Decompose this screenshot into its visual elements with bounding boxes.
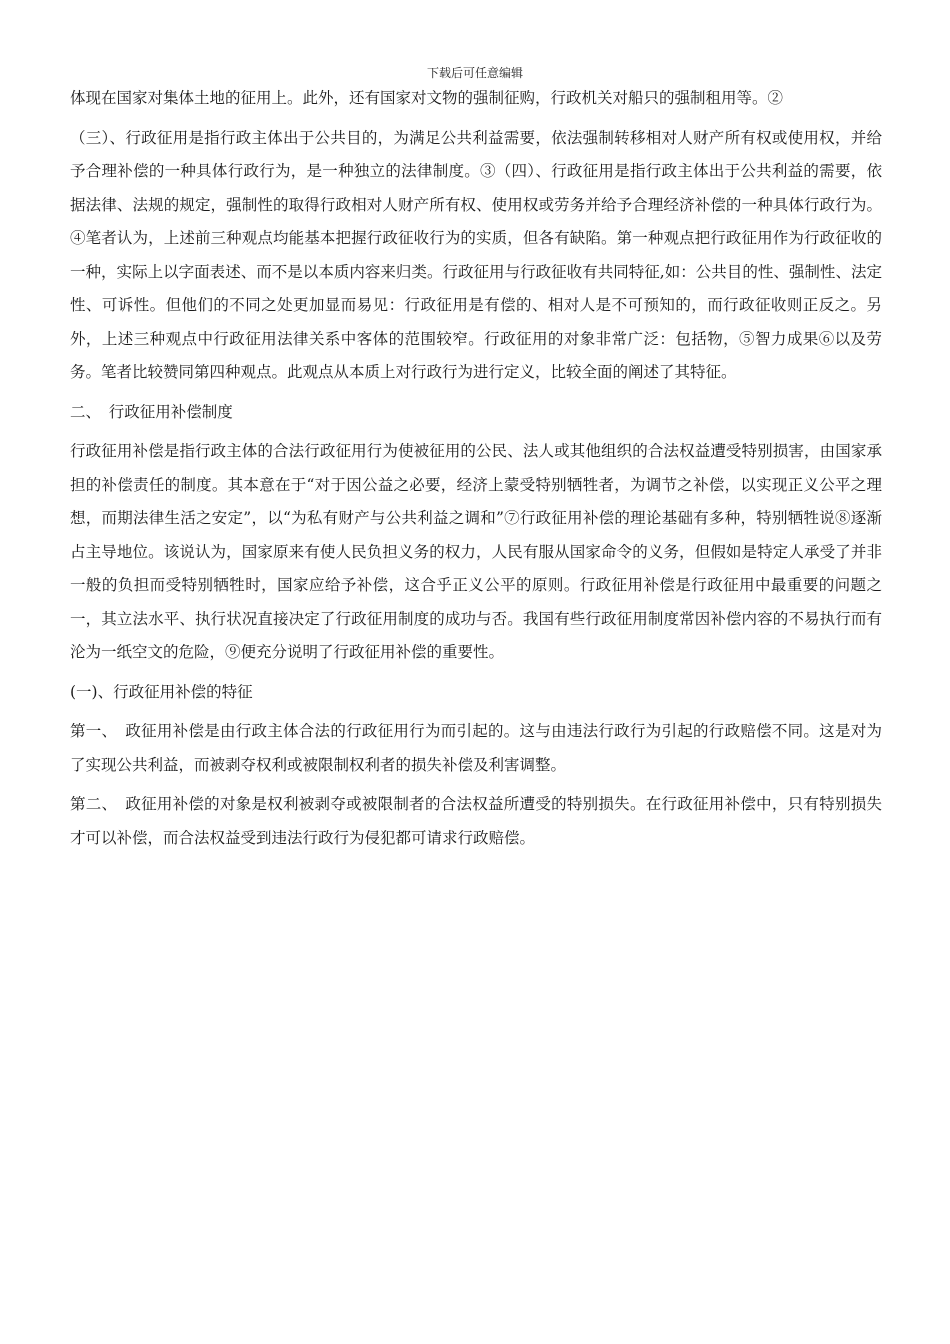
paragraph-4: 第一、 政征用补偿是由行政主体合法的行政征用行为而引起的。这与由违法行政行为引起的行政赔偿不同。这是对为了实现公共利益，而被剥夺权利或被限制权利者的损失补偿及利害调整。	[70, 722, 882, 774]
section-heading-2: 二、 行政征用补偿制度	[70, 402, 233, 421]
paragraph-3: 行政征用补偿是指行政主体的合法行政征用行为使被征用的公民、法人或其他组织的合法权益遭受特别损害，由国家承担的补偿责任的制度。其本意在于“对于因公益之必要，经济上蒙受特别牺牲者，为调节之补偿，以实现正义公平之理想，而期法律生活之安定”，以“为私有财产与公共利益之调和”⑦行政征用补偿的理论基础有多种，特别牺牲说⑧逐渐占主导地位。该说认为，国家原来有使人民负担义务的权力，人民有服从国家命令的义务，但假如是特定人承受了并非一般的负担而受特别牺牲时，国家应给予补偿，这合乎正义公平的原则。行政征用补偿是行政征用中最重要的问题之一，其立法水平、执行状况直接决定了行政征用制度的成功与否。我国有些行政征用制度常因补偿内容的不易执行而有沦为一纸空文的危险，⑨便充分说明了行政征用补偿的重要性。	[70, 442, 882, 661]
paragraph-1: 体现在国家对集体土地的征用上。此外，还有国家对文物的强制征购，行政机关对船只的强制租用等。②	[70, 89, 784, 107]
paragraph-2: （三）、行政征用是指行政主体出于公共目的，为满足公共利益需要，依法强制转移相对人财产所有权或使用权，并给予合理补偿的一种具体行政行为，是一种独立的法律制度。③（四）、行政征用是指行政主体出于公共利益的需要，依据法律、法规的规定，强制性的取得行政相对人财产所有权、使用权或劳务并给予合理经济补偿的一种具体行政行为。④笔者认为，上述前三种观点均能基本把握行政征收行为的实质，但各有缺陷。第一种观点把行政征用作为行政征收的一种，实际上以字面表述、而不是以本质内容来归类。行政征用与行政征收有共同特征,如：公共目的性、强制性、法定性、可诉性。但他们的不同之处更加显而易见：行政征用是有偿的、相对人是不可预知的，而行政征收则正反之。另外，上述三种观点中行政征用法律关系中客体的范围较窄。行政征用的对象非常广泛：包括物，⑤智力成果⑥以及劳务。笔者比较赞同第四种观点。此观点从本质上对行政行为进行定义，比较全面的阐述了其特征。	[70, 128, 882, 381]
document-body	[70, 82, 882, 855]
paragraph-5: 第二、 政征用补偿的对象是权利被剥夺或被限制者的合法权益所遭受的特别损失。在行政征用补偿中，只有特别损失才可以补偿，而合法权益受到违法行政行为侵犯都可请求行政赔偿。	[70, 795, 882, 847]
page-header-watermark: 下载后可任意编辑	[426, 66, 523, 80]
subsection-heading-1: (一)、行政征用补偿的特征	[70, 682, 253, 701]
